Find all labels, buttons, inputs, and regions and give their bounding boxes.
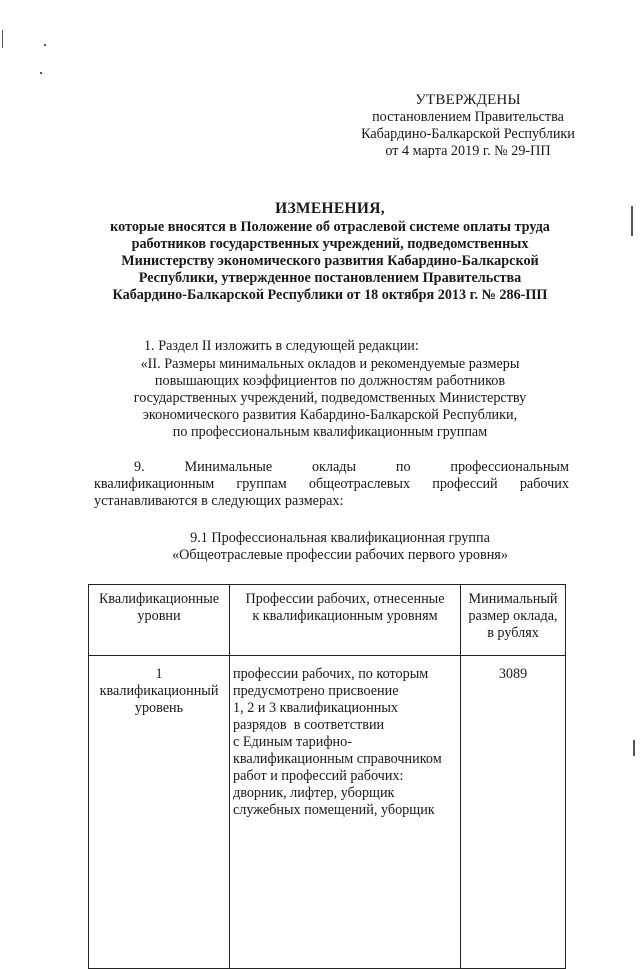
cell-text: квалификационный: [99, 683, 219, 699]
subsection-title: 9.1 Профессиональная квалификационная группа: [190, 530, 490, 546]
header-text: размер оклада,: [468, 608, 558, 624]
header-text: Минимальный: [468, 591, 558, 607]
cell-text: 1, 2 и 3 квалификационных: [233, 700, 398, 716]
header-text: Квалификационные: [98, 591, 220, 607]
para9-word: Минимальные: [184, 459, 273, 475]
cell-level: [89, 656, 230, 969]
approval-title: УТВЕРЖДЕНЫ: [415, 92, 521, 108]
quote-line: повышающих коэффициентов по должностям работников: [154, 373, 506, 389]
cell-text: с Единым тарифно-: [233, 734, 352, 750]
cell-text: предусмотрено присвоение: [233, 683, 399, 699]
cell-text: работ и профессий рабочих:: [233, 768, 404, 784]
salary-value: 3089: [498, 666, 528, 682]
salary-table: [88, 584, 566, 969]
cell-text: 1: [155, 666, 163, 682]
cell-text: служебных помещений, уборщик: [233, 802, 435, 818]
document-heading: [70, 200, 590, 304]
para9-word: по: [395, 459, 411, 475]
para9-line3: устанавливаются в следующих размерах:: [94, 493, 344, 509]
quote-line: экономического развития Кабардино-Балкарской Республики,: [142, 407, 518, 423]
heading-line: которые вносятся в Положение об отраслевой системе оплаты труда: [110, 219, 550, 235]
para9-word: профессий: [432, 476, 498, 492]
para9-word: рабочих: [519, 476, 569, 492]
header-professions: [230, 585, 461, 656]
item-1-text: 1. Раздел II изложить в следующей редакции:: [144, 338, 419, 354]
scan-dot: [40, 72, 42, 74]
para9-line1: [94, 459, 569, 476]
cell-text: разрядов в соответствии: [233, 717, 385, 733]
header-text: в рублях: [487, 625, 539, 641]
para9-word: общеотраслевых: [308, 476, 411, 492]
approval-line: постановлением Правительства: [372, 109, 564, 125]
cell-text: квалификационным справочником: [233, 751, 442, 767]
approval-block: [318, 92, 618, 160]
quote-line: по профессиональным квалификационным группам: [172, 424, 488, 440]
scan-mark: [633, 740, 635, 756]
approval-date: от 4 марта 2019 г. № 29-ПП: [385, 143, 551, 159]
header-salary: [461, 585, 566, 656]
heading-line: Министерству экономического развития Кабардино-Балкарской: [121, 253, 539, 269]
section-2-quote: [90, 356, 570, 441]
paragraph-9: [94, 459, 569, 510]
table-header-row: [89, 585, 566, 656]
scan-mark: [2, 30, 3, 48]
heading-line: Кабардино-Балкарской Республики от 18 октября 2013 г. № 286-ПП: [112, 287, 548, 303]
cell-text: дворник, лифтер, уборщик: [233, 785, 395, 801]
header-text: уровни: [137, 608, 181, 624]
heading-line: работников государственных учреждений, подведомственных: [131, 236, 529, 252]
para9-word: оклады: [311, 459, 357, 475]
cell-salary: [461, 656, 566, 969]
subsection-group-name: «Общеотраслевые профессии рабочих первого уровня»: [172, 547, 508, 563]
subsection-9-1: [120, 530, 560, 564]
para9-word: квалификационным: [94, 476, 215, 492]
cell-professions: [230, 656, 461, 969]
heading-line: Республики, утвержденное постановлением Правительства: [138, 270, 522, 286]
cell-text: уровень: [134, 700, 184, 716]
para9-word: 9.: [134, 459, 145, 475]
table-row: [89, 656, 566, 969]
para9-line2: [94, 476, 569, 493]
para9-word: группам: [236, 476, 287, 492]
header-text: к квалификационным уровням: [252, 608, 438, 624]
approval-line: Кабардино-Балкарской Республики: [361, 126, 575, 142]
heading-title: ИЗМЕНЕНИЯ,: [275, 200, 385, 217]
para9-word: профессиональным: [450, 459, 569, 475]
header-text: Профессии рабочих, отнесенные: [245, 591, 445, 607]
scan-dot: [44, 44, 46, 46]
quote-line: государственных учреждений, подведомственных Министерству: [133, 390, 527, 406]
cell-text: профессии рабочих, по которым: [233, 666, 429, 682]
quote-line: «II. Размеры минимальных окладов и рекомендуемые размеры: [140, 356, 520, 372]
scan-mark: [631, 206, 633, 236]
header-levels: [89, 585, 230, 656]
